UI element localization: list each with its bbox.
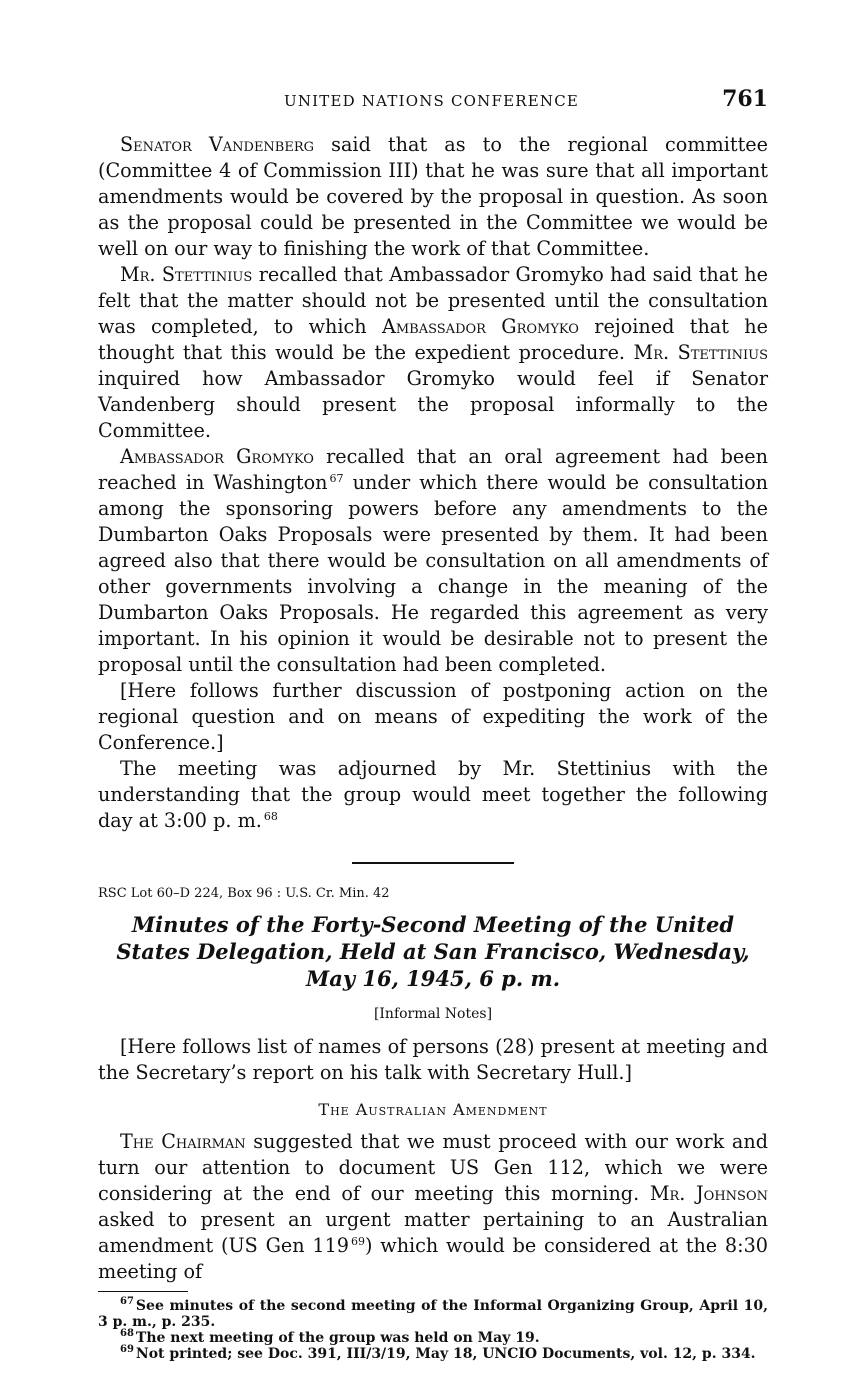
footnote-ref-68[interactable]: 68 [263,809,278,823]
paragraph-editorial-note: [Here follows further discussion of postponing action on the regional question and on means of expediting the work of the Conference.] [98,679,768,754]
footnote-ref-67[interactable]: 67 [329,471,344,485]
speaker-name: Mr. Stettinius [120,263,253,286]
footnote-text: Not printed; see Doc. 391, III/3/19, May 18, UNCIO Documents, vol. 12, p. 334. [135,1346,756,1362]
paragraph-text: under which there would be consultation among the sponsoring powers before any amendments to the Dumbarton Oaks Proposals were presented by them. It had been agreed also that there would be consultation on all amendments of other governments involving a change in the meaning of the Dumbarton Oaks Proposals. He regarded this agreement as very important. In his opinion it would be desirable not to present the proposal until the consultation had been completed. [98,471,769,676]
paragraph-adjournment [98,756,768,834]
speaker-name: Mr. Johnson [649,1182,768,1205]
paragraph-intro-note: [Here follows list of names of persons (28) present at meeting and the Secretary’s report on his talk with Secretary Hull.] [98,1035,768,1084]
speaker-name: Senator Vandenberg [120,133,315,156]
speaker-name: Ambassador Gromyko [120,445,314,468]
page-number: 761 [722,86,768,112]
paragraph-gromyko [98,444,768,678]
page-body [98,132,768,1362]
paragraph-text: said that as to the regional committee (Committee 4 of Commission III) that he was sure that all important amendments would be covered by the proposal in question. As soon as the proposal could be presented in the Committee we would be well on our way to finishing the work of that Committee. [98,133,768,260]
footnote-67 [98,1298,768,1330]
section-divider [352,862,514,864]
page-header [98,88,768,118]
section-heading: The Australian Amendment [318,1100,548,1119]
paragraph-text: ) which would be considered at the 8:30 meeting of [98,1234,769,1283]
paragraph-text: asked to present an urgent matter pertaining to an Australian amendment (US Gen 119 [98,1208,768,1257]
footnote-text: See minutes of the second meeting of the Informal Organizing Group, April 10, 3 p. m., p. 235. [98,1298,768,1330]
footnote-mark: 68 [120,1328,134,1340]
paragraph-vandenberg [98,132,768,262]
paragraph-text: suggested that we must proceed with our work and turn our attention to document US Gen 112, which we were considering at the end of our meeting this morning. [98,1130,768,1205]
speaker-name: Mr. Stettinius [633,341,768,364]
notes-label: [Informal Notes] [373,1006,493,1022]
paragraph-text: rejoined that he thought that this would be the expedient procedure. [98,315,768,364]
footnote-mark: 67 [120,1296,134,1308]
footnote-text: The next meeting of the group was held on May 19. [135,1330,540,1346]
running-head: UNITED NATIONS CONFERENCE [284,92,580,110]
paragraph-chairman [98,1129,768,1285]
document-source: RSC Lot 60–D 224, Box 96 : U.S. Cr. Min. 42 [98,886,390,901]
paragraph-text: recalled that an oral agreement had been reached in Washington [98,445,768,494]
footnote-ref-69[interactable]: 69 [351,1234,366,1248]
paragraph-text: inquired how Ambassador Gromyko would feel if Senator Vandenberg should present the proposal informally to the Committee. [98,367,768,442]
footnote-mark: 69 [120,1344,134,1356]
speaker-name: Ambassador Gromyko [381,315,579,338]
footnote-69 [98,1346,768,1362]
document-title: Minutes of the Forty-Second Meeting of the United States Delegation, Held at San Francisco, Wednesday, May 16, 1945, 6 p. m. [116,912,750,991]
footnote-divider [98,1291,188,1292]
footnote-68 [98,1330,768,1346]
speaker-name: The Chairman [120,1130,246,1153]
paragraph-text: The meeting was adjourned by Mr. Stettinius with the understanding that the group would meet together the following day at 3:00 p. m. [98,757,768,832]
paragraph-stettinius [98,262,768,444]
paragraph-text: recalled that Ambassador Gromyko had said that he felt that the matter should not be presented until the consultation was completed, to which [98,263,768,338]
